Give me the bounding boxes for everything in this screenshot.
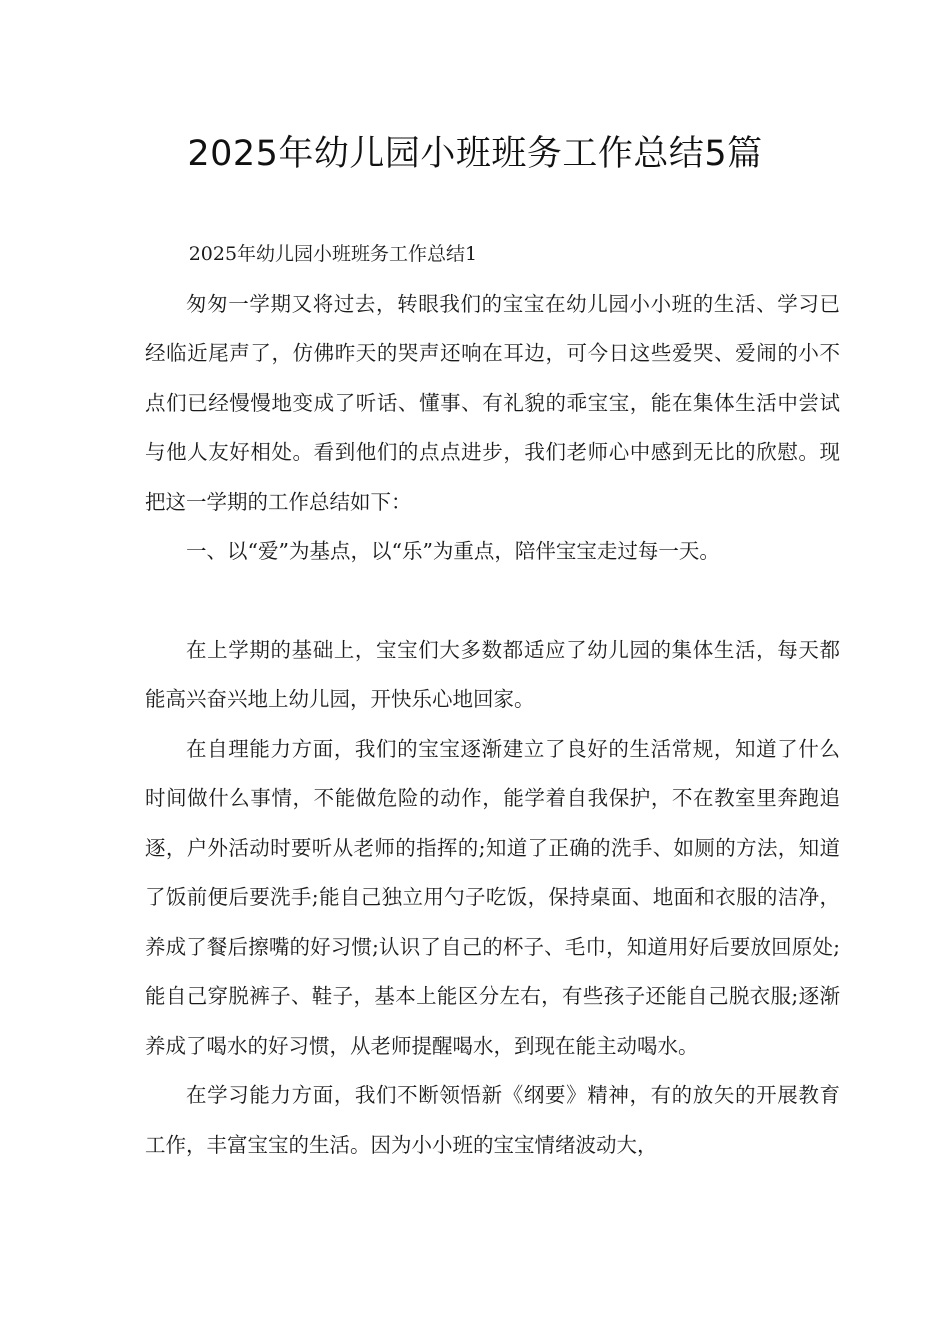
document-title: 2025年幼儿园小班班务工作总结5篇 <box>187 134 763 174</box>
paragraph-intro: 匆匆一学期又将过去，转眼我们的宝宝在幼儿园小小班的生活、学习已经临近尾声了，仿佛昨天的哭声还响在耳边，可今日这些爱哭、爱闹的小不点们已经慢慢地变成了听话、懂事、有礼貌的乖宝宝，能在集体生活中尝试与他人友好相处。看到他们的点点进步，我们老师心中感到无比的欣慰。现把这一学期的工作总结如下： <box>145 291 840 514</box>
section-heading: 2025年幼儿园小班班务工作总结1 <box>188 243 478 265</box>
paragraph-self-care: 在自理能力方面，我们的宝宝逐渐建立了良好的生活常规，知道了什么时间做什么事情，不能做危险的动作，能学着自我保护，不在教室里奔跑追逐，户外活动时要听从老师的指挥的;知道了正确的洗手、如厕的方法，知道了饭前便后要洗手;能自己独立用勺子吃饭，保持桌面、地面和衣服的洁净，养成了餐后擦嘴的好习惯;认识了自己的杯子、毛巾，知道用好后要放回原处;能自己穿脱裤子、鞋子，基本上能区分左右，有些孩子还能自己脱衣服;逐渐养成了喝水的好习惯，从老师提醒喝水，到现在能主动喝水。 <box>145 736 840 1058</box>
paragraph-learning: 在学习能力方面，我们不断领悟新《纲要》精神，有的放矢的开展教育工作，丰富宝宝的生活。因为小小班的宝宝情绪波动大， <box>145 1083 840 1157</box>
document-body <box>145 230 840 1170</box>
paragraph-section-one-heading: 一、以“爱”为基点，以“乐”为重点，陪伴宝宝走过每一天。 <box>186 539 720 563</box>
paragraph-adaptation: 在上学期的基础上，宝宝们大多数都适应了幼儿园的集体生活，每天都能高兴奋兴地上幼儿园，开快乐心地回家。 <box>145 637 840 711</box>
